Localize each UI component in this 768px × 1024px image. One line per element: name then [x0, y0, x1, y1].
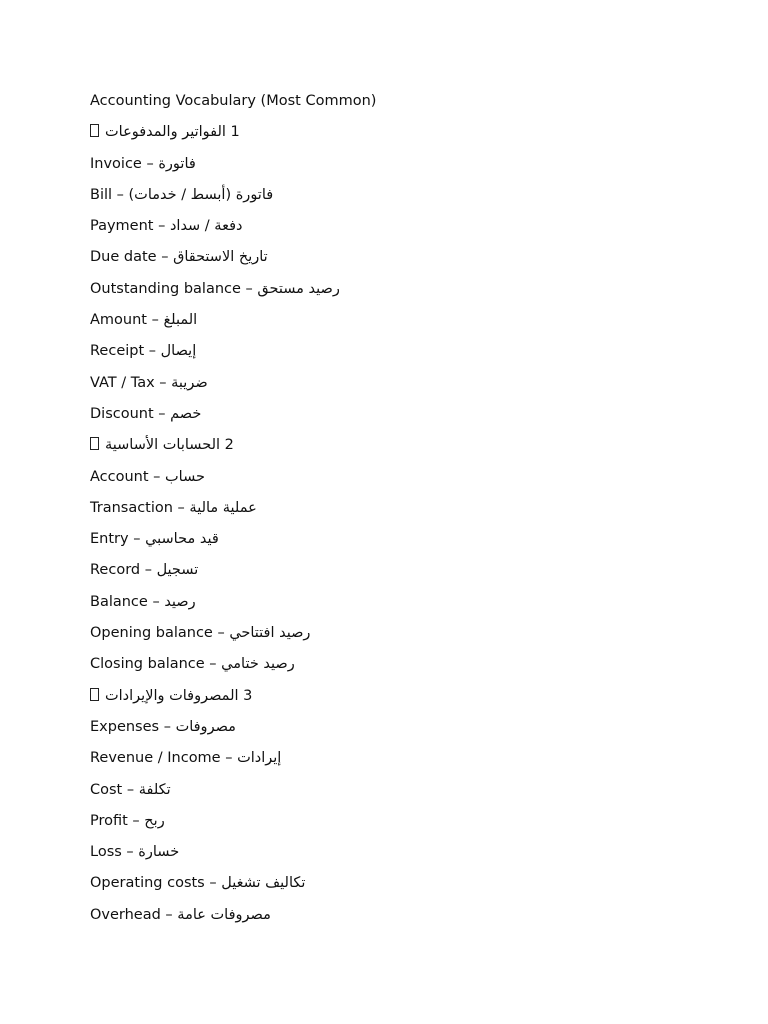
term-separator: –	[159, 718, 176, 735]
term-arabic: إيصال	[160, 343, 197, 360]
term-arabic: تسجيل	[156, 562, 199, 579]
vocabulary-term	[90, 591, 690, 622]
term-english: Bill	[90, 186, 113, 203]
vocabulary-term	[90, 904, 690, 935]
term-english: Receipt	[90, 343, 145, 360]
term-separator: –	[160, 906, 178, 923]
section-heading	[90, 434, 690, 465]
term-arabic: مصروفات	[175, 718, 236, 735]
term-separator: –	[154, 374, 172, 391]
vocabulary-term	[90, 872, 690, 903]
term-separator: –	[153, 405, 171, 422]
term-arabic: ضريبة	[171, 374, 208, 391]
term-english: Entry	[90, 531, 129, 548]
term-english: Outstanding balance	[90, 280, 241, 297]
term-arabic: فاتورة	[158, 155, 196, 172]
section-heading	[90, 121, 690, 152]
term-arabic: خصم	[170, 405, 202, 422]
term-separator: –	[147, 593, 165, 610]
vocabulary-term	[90, 497, 690, 528]
term-arabic: خسارة	[138, 844, 180, 861]
vocabulary-term	[90, 278, 690, 309]
term-english: Balance	[90, 593, 148, 610]
vocabulary-term	[90, 716, 690, 747]
section-heading	[90, 685, 690, 716]
section-heading-text: 3 المصروفات والإيرادات	[105, 687, 253, 704]
vocabulary-term	[90, 622, 690, 653]
vocabulary-term	[90, 528, 690, 559]
term-arabic: تاريخ الاستحقاق	[173, 249, 268, 266]
term-arabic: رصيد ختامي	[221, 656, 295, 673]
vocabulary-term	[90, 340, 690, 371]
term-english: Transaction	[90, 499, 173, 516]
document-page	[90, 90, 690, 935]
section-heading-text: 2 الحسابات الأساسية	[105, 437, 234, 454]
vocabulary-term	[90, 559, 690, 590]
vocabulary-term	[90, 184, 690, 215]
term-separator: –	[144, 343, 161, 360]
term-english: Operating costs	[90, 875, 205, 892]
term-english: Discount	[90, 405, 154, 422]
term-arabic: تكاليف تشغيل	[221, 875, 306, 892]
term-separator: –	[140, 562, 157, 579]
term-separator: –	[122, 781, 139, 798]
term-english: VAT / Tax	[90, 374, 155, 391]
vocabulary-term	[90, 841, 690, 872]
term-english: Amount	[90, 312, 147, 329]
term-arabic: إيرادات	[237, 750, 282, 767]
vocabulary-term	[90, 215, 690, 246]
term-arabic: حساب	[165, 468, 205, 485]
vocabulary-term	[90, 309, 690, 340]
vocabulary-term	[90, 372, 690, 403]
vocabulary-term	[90, 653, 690, 684]
term-separator: –	[212, 625, 230, 642]
term-arabic: المبلغ	[163, 312, 198, 329]
term-english: Opening balance	[90, 625, 213, 642]
term-separator: –	[204, 656, 222, 673]
vocabulary-term	[90, 153, 690, 184]
term-english: Due date	[90, 249, 157, 266]
term-separator: –	[153, 218, 170, 235]
term-arabic: فاتورة (أبسط / خدمات)	[128, 186, 274, 203]
term-english: Record	[90, 562, 141, 579]
vocabulary-term	[90, 403, 690, 434]
missing-glyph-icon	[90, 688, 99, 701]
term-english: Payment	[90, 218, 154, 235]
term-separator: –	[148, 468, 166, 485]
vocabulary-term	[90, 246, 690, 277]
term-separator: –	[146, 312, 164, 329]
vocabulary-list	[90, 121, 690, 935]
term-english: Profit	[90, 812, 128, 829]
term-arabic: رصيد افتتاحي	[229, 625, 311, 642]
term-arabic: ربح	[144, 812, 165, 829]
term-arabic: عملية مالية	[189, 499, 257, 516]
term-arabic: تكلفة	[138, 781, 171, 798]
term-separator: –	[127, 812, 145, 829]
document-title: Accounting Vocabulary (Most Common)	[90, 93, 377, 109]
term-english: Invoice	[90, 155, 142, 172]
missing-glyph-icon	[90, 437, 99, 450]
term-separator: –	[121, 844, 139, 861]
vocabulary-term	[90, 747, 690, 778]
term-separator: –	[204, 875, 222, 892]
term-english: Loss	[90, 844, 122, 861]
term-arabic: مصروفات عامة	[177, 906, 271, 923]
term-separator: –	[112, 186, 129, 203]
term-separator: –	[220, 750, 238, 767]
term-separator: –	[172, 499, 190, 516]
term-english: Expenses	[90, 718, 160, 735]
term-english: Overhead	[90, 906, 161, 923]
term-english: Closing balance	[90, 656, 205, 673]
vocabulary-term	[90, 779, 690, 810]
term-separator: –	[128, 531, 146, 548]
term-separator: –	[141, 155, 159, 172]
vocabulary-term	[90, 810, 690, 841]
missing-glyph-icon	[90, 124, 99, 137]
term-arabic: دفعة / سداد	[169, 218, 243, 235]
term-english: Cost	[90, 781, 123, 798]
section-heading-text: 1 الفواتير والمدفوعات	[105, 124, 240, 141]
term-english: Revenue / Income	[90, 750, 221, 767]
term-english: Account	[90, 468, 149, 485]
term-separator: –	[240, 280, 258, 297]
term-arabic: رصيد	[164, 593, 196, 610]
term-separator: –	[156, 249, 174, 266]
term-arabic: قيد محاسبي	[145, 531, 219, 548]
term-arabic: رصيد مستحق	[257, 280, 340, 297]
vocabulary-term	[90, 466, 690, 497]
